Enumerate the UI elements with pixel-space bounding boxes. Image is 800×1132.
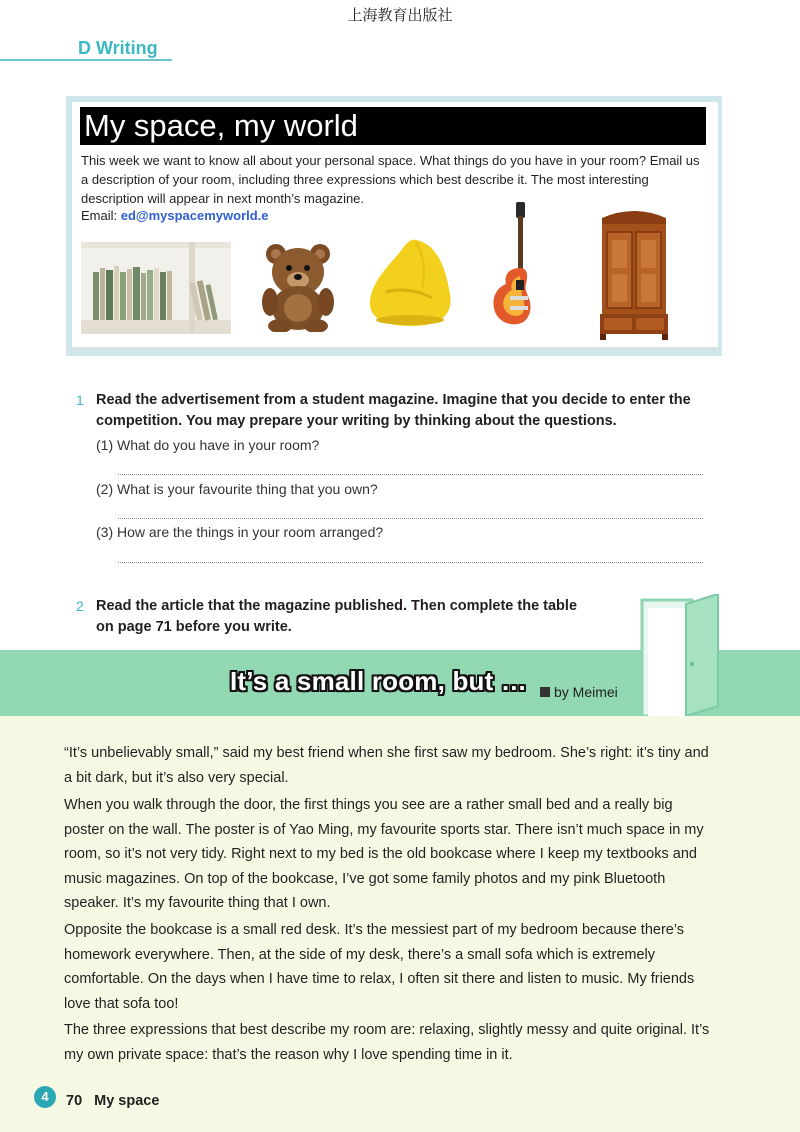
bookshelf-image: [81, 242, 231, 334]
answer-line-3[interactable]: [118, 562, 703, 563]
page-footer: [66, 1093, 159, 1109]
page-number: 70: [66, 1093, 83, 1109]
question-2: (2) What is your favourite thing that you own?: [96, 481, 378, 497]
section-heading: D Writing: [78, 38, 158, 58]
unit-badge: 4: [34, 1086, 56, 1108]
section-underline: [0, 59, 172, 61]
beanbag-image: [366, 236, 456, 328]
answer-line-2[interactable]: [118, 518, 703, 519]
door-icon: [636, 594, 724, 716]
publisher-header: 上海教育出版社: [347, 6, 453, 24]
ad-email-link[interactable]: ed@myspacemyworld.e: [120, 208, 269, 223]
guitar-image: [490, 202, 534, 328]
unit-title: My space: [94, 1093, 160, 1109]
byline-square-icon: [540, 687, 550, 697]
task1-instruction: Read the advertisement from a student magazine. Imagine that you decide to enter the competition. You may prepare your writing by thinking about the questions.: [96, 392, 691, 429]
article-title: It’s a small room, but …: [230, 666, 528, 696]
ad-email: [81, 208, 269, 223]
ad-email-label: Email:: [81, 208, 121, 223]
task2-instruction-line2: on page 71 before you write.: [96, 619, 292, 635]
article-paragraph-4: The three expressions that best describe my room are: relaxing, slightly messy and quite original. It’s my own private space: that’s the reason why I love spending time in it.: [64, 1022, 710, 1063]
ad-body: This week we want to know all about your personal space. What things do you have in your room? Email us a description of your room, including three expressions which best describe it. The most interesting description will appear in next month’s magazine.: [81, 153, 700, 206]
teddy-bear-image: [258, 240, 340, 332]
question-1: (1) What do you have in your room?: [96, 437, 320, 453]
article-paragraph-1: “It’s unbelievably small,” said my best friend when she first saw my bedroom. She’s right: it’s tiny and a bit dark, but it’s also very special.: [64, 745, 709, 786]
task2-number: 2: [76, 598, 84, 614]
byline-author: by Meimei: [554, 684, 618, 700]
article-paragraph-2: When you walk through the door, the first things you see are a rather small bed and a really big poster on the wall. The poster is of Yao Ming, my favourite sports star. There isn’t much space in my room, so it’s not very tidy. Right next to my bed is the old bookcase where I keep my textbooks and music magazines. On top of the bookcase, I’ve got some family photos and my pink Bluetooth speaker. It’s my favourite thing that I own.: [64, 797, 704, 911]
task1-number: 1: [76, 392, 84, 408]
ad-title: My space, my world: [80, 107, 706, 145]
question-3: (3) How are the things in your room arranged?: [96, 524, 384, 540]
article-byline: [540, 684, 618, 700]
article-paragraph-3: Opposite the bookcase is a small red desk. It’s the messiest part of my bedroom because there’s homework everywhere. Then, at the side of my desk, there’s a small sofa which is extremely comfortable. On the days when I have time to relax, I often sit there and listen to music. My friends love that sofa too!: [64, 922, 695, 1012]
wardrobe-image: [598, 208, 670, 340]
answer-line-1[interactable]: [118, 474, 703, 475]
task2-instruction-line1: Read the article that the magazine published. Then complete the table: [96, 598, 578, 614]
